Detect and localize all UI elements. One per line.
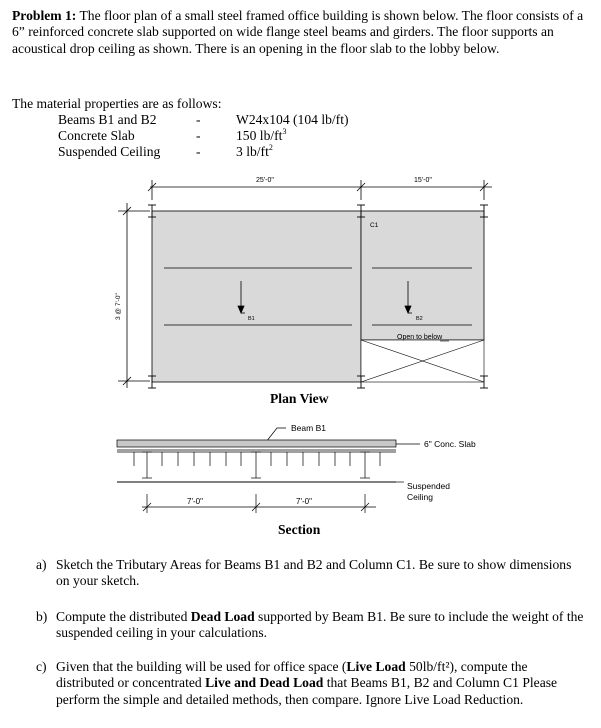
question-a [36,557,591,591]
beam-b1-label: B1 [248,316,255,322]
material-dash: - [196,112,201,127]
materials-heading: The material properties are as follows: [12,96,222,111]
dim-left-label: 25'-0" [256,177,274,184]
question-text: Compute the distributed Dead Load supported by Beam B1. Be sure to include the weight of the suspended ceiling in your calculations. [56,609,584,641]
material-name: Beams B1 and B2 [58,112,157,127]
question-label: a) [36,557,47,572]
slab-left [152,211,361,382]
section-drawing [0,410,601,546]
material-value: 3 $lb/ft^2$ [236,143,273,159]
problem-label: Problem 1: [12,8,77,23]
material-dash: - [196,144,201,159]
section-title: Section [278,522,321,537]
top-dimension [148,180,492,200]
section-dimension [142,494,376,513]
concrete-slab [117,440,396,447]
question-label: b) [36,609,48,624]
beam-b2-label: B2 [416,316,423,322]
question-b [36,609,591,643]
ceiling-callout-label-2: Ceiling [407,492,433,502]
question-label: c) [36,659,47,674]
unit-exponent: 3 [282,127,287,136]
question-text: Given that the building will be used for office space (Live Load 50lb/ft²), compute the distributed or concentrated Live and Dead Load that Beams B1, B2 and Column C1 Please perform the simple and detailed methods, then compare. Ignore Live Load Reduction. [56,659,558,707]
dim-right-label: 15'-0" [414,177,432,184]
material-value: W24x104 (104 lb/ft) [236,112,349,127]
beam-callout-label: Beam B1 [291,423,326,433]
plan-view-title: Plan View [270,391,329,406]
question-c [36,659,591,727]
material-value: 150 $lb/ft^3$ [236,127,287,143]
slab-callout-label: 6" Conc. Slab [424,439,476,449]
dim-vertical-label: 3 @ 7'-0" [115,293,122,320]
material-name: Concrete Slab [58,128,135,143]
floor-opening [361,340,484,382]
problem-text: The floor plan of a small steel framed office building is shown below. The floor consists of a 6” reinforced concrete slab supported on wide flange steel beams and girders. The floor supports an acoustical drop ceiling as shown. There is an opening in the floor slab to the lobby below. [12,8,584,56]
left-dimension [118,203,150,388]
section-dim-2: 7'-0" [296,497,312,506]
material-dash: - [196,128,201,143]
column-c1-label: C1 [370,222,379,229]
section-dim-1: 7'-0" [187,497,203,506]
section-beams [134,452,380,478]
material-name: Suspended Ceiling [58,144,161,159]
question-text: Sketch the Tributary Areas for Beams B1 and B2 and Column C1. Be sure to show dimensions on your sketch. [56,557,572,589]
opening-label: Open to below [397,334,443,341]
ceiling-callout-label-1: Suspended [407,481,451,491]
unit-exponent: 2 [268,143,273,152]
